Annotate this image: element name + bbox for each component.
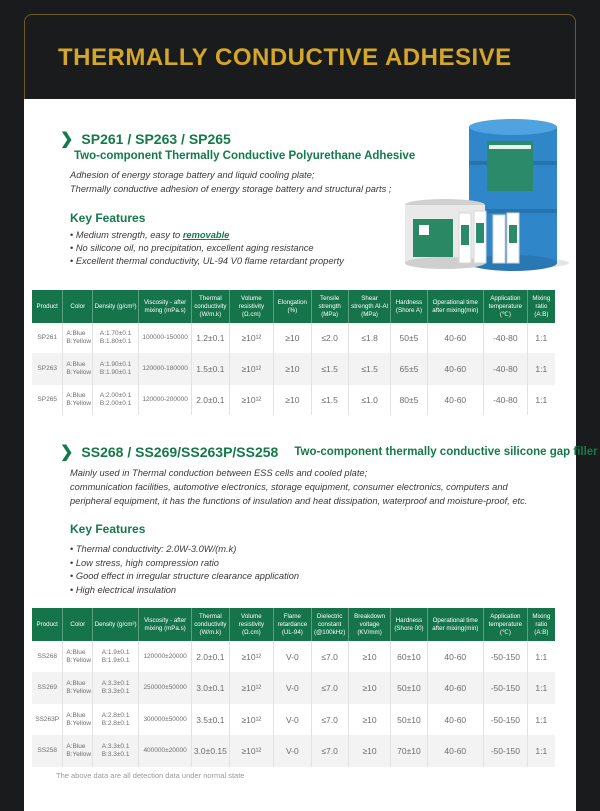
section1-heading	[60, 129, 231, 149]
column-header: Hardness (Shore A)	[391, 290, 427, 323]
column-header: Volume resistivity (Ω.cm)	[229, 290, 274, 323]
density-b: B:2.00±0.1	[99, 400, 132, 407]
hardness-cell: 60±10	[391, 641, 427, 672]
list-item: • Excellent thermal conductivity, UL-94 V0 flame retardant property	[70, 255, 344, 268]
color-cell	[63, 385, 93, 415]
shear-cell: ≤1.5	[348, 353, 391, 385]
density-b: B:1.9±0.1	[101, 656, 130, 664]
feature-text: Medium strength, easy to	[75, 230, 183, 240]
section1-subtitle: Two-component Thermally Conductive Polyurethane Adhesive	[74, 150, 416, 162]
section2-key-features-title: Key Features	[70, 522, 146, 536]
shear-cell: ≤1.8	[348, 323, 391, 353]
flame-cell: V-0	[274, 641, 311, 672]
column-header: Elongation (%)	[274, 290, 311, 323]
conductivity-cell: 1.2±0.1	[192, 323, 229, 353]
column-header: Application temperature (℃)	[484, 608, 528, 641]
breakdown-cell: ≥10	[348, 672, 391, 704]
breakdown-cell: ≥10	[348, 704, 391, 735]
viscosity-cell: 400000±20000	[138, 735, 191, 767]
product-cell: SS268	[32, 641, 63, 672]
column-header: Breakdown voltage (KV/mm)	[348, 608, 391, 641]
footnote: The above data are all detection data under normal state	[56, 771, 245, 780]
conductivity-cell: 3.0±0.15	[192, 735, 229, 767]
product-cell: SP265	[32, 385, 63, 415]
temp-cell: -50-150	[484, 672, 528, 704]
elongation-cell: ≥10	[274, 385, 311, 415]
optime-cell: 40-60	[427, 323, 483, 353]
resistivity-cell: ≥10¹²	[229, 735, 274, 767]
section2-desc-line: communication facilities, automotive electronics, storage equipment, consumer electronics, computers and	[70, 482, 508, 492]
density-b: B:2.8±0.1	[101, 719, 130, 727]
hardness-cell: 70±10	[391, 735, 427, 767]
ratio-cell: 1:1	[527, 672, 555, 704]
elongation-cell: ≥10	[274, 353, 311, 385]
temp-cell: -50-150	[484, 641, 528, 672]
viscosity-cell: 300000±50000	[138, 704, 191, 735]
list-item	[70, 229, 344, 242]
column-header: Color	[63, 608, 93, 641]
section1-key-features-title: Key Features	[70, 211, 146, 225]
color-b: B:Yellow	[66, 656, 92, 664]
shear-cell: ≤1.0	[348, 385, 391, 415]
tensile-cell: ≤1.5	[311, 353, 348, 385]
viscosity-cell: 120000±20000	[138, 641, 191, 672]
color-b: B:Yellow	[66, 369, 92, 376]
ratio-cell: 1:1	[535, 651, 548, 662]
density-cell	[93, 385, 139, 415]
density-a: A:3.3±0.1	[101, 743, 130, 750]
color-a: A:Blue	[66, 680, 86, 687]
section2-title: SS268 / SS269/SS263P/SS258	[81, 444, 279, 460]
product-cell: SP261	[32, 323, 63, 353]
page-title: THERMALLY CONDUCTIVE ADHESIVE	[58, 44, 512, 71]
density-a: A:2.8±0.1	[101, 711, 130, 719]
section2-key-features-list	[70, 543, 299, 597]
resistivity-cell: ≥10¹²	[229, 323, 274, 353]
section2-desc-line: Mainly used in Thermal conduction between ESS cells and cooled plate;	[70, 468, 368, 478]
product-cell: SS263P	[32, 704, 63, 735]
color-cell	[63, 672, 93, 704]
section1-description	[70, 168, 391, 196]
color-a: A:Blue	[66, 392, 86, 399]
list-item: • Thermal conductivity: 2.0W-3.0W/(m.k)	[70, 543, 299, 557]
product-cell: SS269	[32, 672, 63, 704]
color-b: B:Yellow	[66, 400, 92, 407]
viscosity-cell: 100000-150000	[138, 323, 191, 353]
column-header: Hardness (Shore 00)	[391, 608, 427, 641]
optime-cell: 40-60	[427, 735, 483, 767]
temp-cell: -40-80	[484, 385, 528, 415]
table-row	[32, 353, 555, 385]
list-item: • Good effect in irregular structure clearance application	[70, 570, 299, 584]
density-cell	[93, 735, 139, 767]
color-a: A:Blue	[66, 648, 86, 656]
density-cell	[93, 704, 139, 735]
breakdown-cell: ≥10	[348, 641, 391, 672]
viscosity-cell: 250000±50000	[138, 672, 191, 704]
table-header-row	[32, 608, 555, 641]
viscosity-cell: 120000-180000	[138, 353, 191, 385]
section2-description	[70, 466, 527, 508]
hardness-cell: 50±10	[391, 672, 427, 704]
table-row	[32, 385, 555, 415]
viscosity-cell: 120000-200000	[138, 385, 191, 415]
section1-title: SP261 / SP263 / SP265	[81, 131, 231, 147]
density-cell	[93, 353, 139, 385]
conductivity-cell: 1.5±0.1	[192, 353, 229, 385]
product-cell: SP263	[32, 353, 63, 385]
chevron-right-icon: ❯	[60, 444, 74, 461]
density-b: B:1.80±0.1	[99, 338, 132, 345]
density-cell	[93, 323, 139, 353]
table-row	[32, 704, 555, 735]
page-header	[0, 0, 600, 100]
density-a: A:2.00±0.1	[99, 392, 132, 399]
table-row	[32, 323, 555, 353]
color-b: B:Yellow	[66, 751, 92, 758]
color-a: A:Blue	[66, 711, 86, 719]
column-header: Flame retardance (UL-94)	[274, 608, 311, 641]
section1-key-features-list	[70, 229, 344, 268]
temp-cell: -40-80	[484, 353, 528, 385]
color-b: B:Yellow	[66, 338, 92, 345]
column-header: Volume resistivity (Ω.cm)	[229, 608, 274, 641]
column-header: Shear strength Al-Al (MPa)	[348, 290, 391, 323]
section2-desc-line: peripheral equipment, it has the functions of insulation and heat dissipation, waterproof and moisture-proof, etc.	[70, 496, 528, 506]
chevron-right-icon: ❯	[60, 131, 74, 148]
temp-cell: -40-80	[484, 323, 528, 353]
resistivity-cell: ≥10¹²	[229, 704, 274, 735]
column-header: Density (g/cm³)	[93, 290, 139, 323]
ratio-cell: 1:1	[527, 735, 555, 767]
density-a: A:1.90±0.1	[99, 361, 132, 368]
density-b: B:3.3±0.1	[101, 751, 130, 758]
color-cell	[63, 353, 93, 385]
table-row	[32, 672, 555, 704]
column-header: Operational time after mixing(min)	[427, 290, 483, 323]
resistivity-cell: ≥10¹²	[229, 672, 274, 704]
column-header: Density (g/cm³)	[93, 608, 139, 641]
product-image	[399, 113, 571, 271]
conductivity-cell: 2.0±0.1	[192, 641, 229, 672]
conductivity-cell: 3.5±0.1	[192, 704, 229, 735]
density-b: B:1.90±0.1	[99, 369, 132, 376]
color-cell	[63, 641, 93, 672]
dielectric-cell: ≤7.0	[311, 704, 348, 735]
section1-desc-line: Thermally conductive adhesion of energy storage battery and structural parts ;	[70, 184, 392, 194]
dielectric-cell: ≤7.0	[311, 641, 348, 672]
table-row	[32, 641, 555, 672]
color-a: A:Blue	[66, 743, 86, 750]
table-header-row	[32, 290, 555, 323]
flame-cell: V-0	[274, 672, 311, 704]
tensile-cell: ≤2.0	[311, 323, 348, 353]
color-b: B:Yellow	[66, 688, 92, 695]
section2-spec-table	[32, 608, 555, 767]
column-header: Application temperature (℃)	[484, 290, 528, 323]
conductivity-cell: 2.0±0.1	[192, 385, 229, 415]
optime-cell: 40-60	[427, 641, 483, 672]
column-header: Viscosity - after mixing (mPa.s)	[138, 290, 191, 323]
list-item: • High electrical insulation	[70, 584, 299, 598]
temp-cell: -50-150	[484, 704, 528, 735]
column-header: Product	[32, 608, 63, 641]
ratio-cell: 1:1	[535, 333, 548, 343]
conductivity-cell: 3.0±0.1	[192, 672, 229, 704]
color-cell	[63, 323, 93, 353]
optime-cell: 40-60	[427, 672, 483, 704]
optime-cell: 40-60	[427, 385, 483, 415]
column-header: Tensile strength (MPa)	[311, 290, 348, 323]
density-cell	[93, 672, 139, 704]
dielectric-cell: ≤7.0	[311, 735, 348, 767]
flame-cell: V-0	[274, 735, 311, 767]
density-a: A:1.70±0.1	[99, 330, 132, 337]
section1-desc-line: Adhesion of energy storage battery and liquid cooling plate;	[70, 170, 315, 180]
color-b: B:Yellow	[66, 719, 92, 727]
product-cell: SS258	[32, 735, 63, 767]
content-page	[24, 99, 598, 811]
tensile-cell: ≤1.5	[311, 385, 348, 415]
section2-subtitle: Two-component thermally conductive silicone gap filler	[294, 446, 598, 458]
density-b: B:3.3±0.1	[101, 688, 130, 695]
resistivity-cell: ≥10¹²	[229, 641, 274, 672]
color-cell	[63, 704, 93, 735]
section2-heading	[60, 442, 598, 462]
section1-spec-table	[32, 290, 555, 415]
resistivity-cell: ≥10¹²	[229, 353, 274, 385]
ratio-cell: 1:1	[535, 395, 548, 405]
column-header: Mixing ratio (A:B)	[527, 290, 555, 323]
elongation-cell: ≥10	[274, 323, 311, 353]
ratio-cell: 1:1	[535, 714, 548, 725]
hardness-cell: 65±5	[391, 353, 427, 385]
list-item: • No silicone oil, no precipitation, excellent aging resistance	[70, 242, 344, 255]
breakdown-cell: ≥10	[348, 735, 391, 767]
column-header: Viscosity - after mixing (mPa.s)	[138, 608, 191, 641]
column-header: Thermal conductivity (W/m.k)	[192, 290, 229, 323]
list-item: • Low stress, high compression ratio	[70, 557, 299, 571]
column-header: Mixing ratio (A:B)	[527, 608, 555, 641]
hardness-cell: 50±5	[391, 323, 427, 353]
hardness-cell: 80±5	[391, 385, 427, 415]
density-a: A:1.9±0.1	[101, 648, 130, 656]
column-header: Thermal conductivity (W/m.k)	[192, 608, 229, 641]
flame-cell: V-0	[274, 704, 311, 735]
table-row	[32, 735, 555, 767]
column-header: Color	[63, 290, 93, 323]
resistivity-cell: ≥10¹²	[229, 385, 274, 415]
column-header: Dielectric constant (@100kHz)	[311, 608, 348, 641]
hardness-cell: 50±10	[391, 704, 427, 735]
column-header: Product	[32, 290, 63, 323]
optime-cell: 40-60	[427, 353, 483, 385]
color-a: A:Blue	[66, 361, 86, 368]
ratio-cell: 1:1	[527, 353, 555, 385]
removable-link[interactable]: removable	[182, 230, 230, 240]
density-a: A:3.3±0.1	[101, 680, 130, 687]
column-header: Operational time after mixing(min)	[427, 608, 483, 641]
optime-cell: 40-60	[427, 704, 483, 735]
temp-cell: -50-150	[484, 735, 528, 767]
density-cell	[93, 641, 139, 672]
dielectric-cell: ≤7.0	[311, 672, 348, 704]
color-cell	[63, 735, 93, 767]
color-a: A:Blue	[66, 330, 86, 337]
